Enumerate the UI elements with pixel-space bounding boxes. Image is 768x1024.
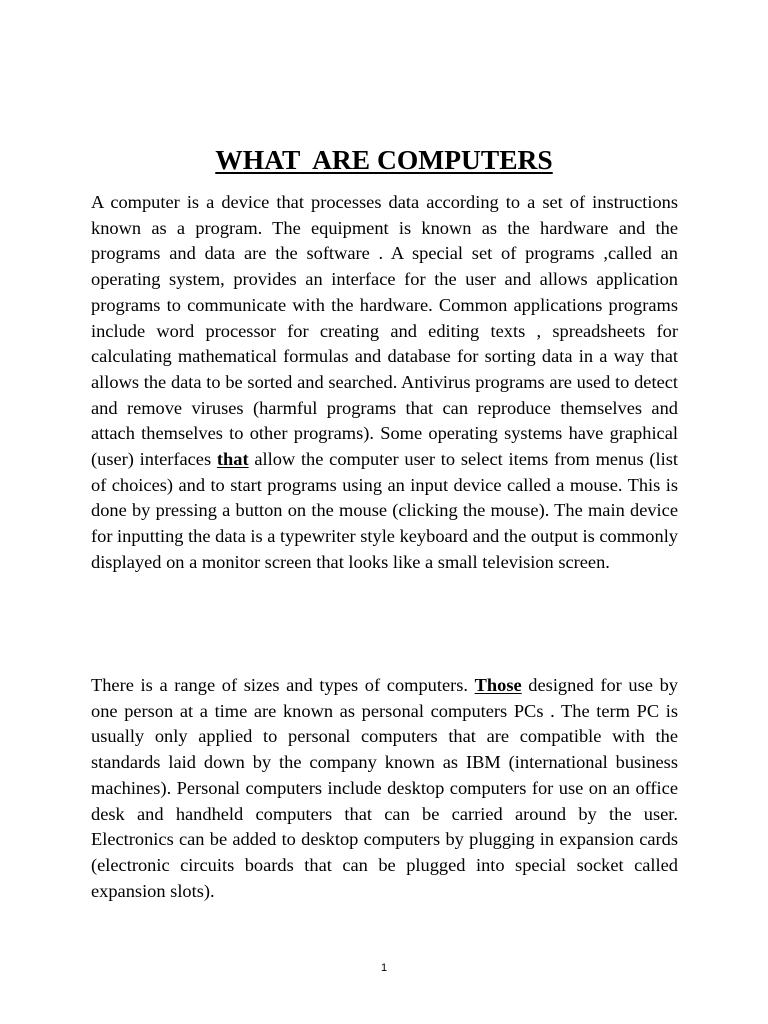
paragraph-2-emphasis: Those [474, 675, 522, 695]
page-title [0, 142, 768, 178]
paragraph-2-text-before: There is a range of sizes and types of computers. [91, 675, 475, 695]
paragraph-1-text-before: A computer is a device that processes data according to a set of instructions known as a program. The equipment is known as the hardware and the programs and data are the software . A special set of programs ,called an operating system, provides an interface for the user and allows application programs to communicate with the hardware. Common applications programs include word processor for creating and editing texts , spreadsheets for calculating mathematical formulas and database for sorting data in a way that allows the data to be sorted and searched. Antivirus programs are used to detect and remove viruses (harmful programs that can reproduce themselves and attach themselves to other programs). Some operating systems have graphical (user) interfaces [91, 192, 678, 470]
paragraph-2 [91, 673, 678, 904]
page-title-text: WHAT ARE COMPUTERS [215, 144, 553, 175]
page-number: 1 [380, 962, 388, 974]
paragraph-1 [91, 190, 678, 576]
paragraph-1-emphasis: that [216, 449, 249, 470]
paragraph-2-text-after: designed for use by one person at a time are known as personal computers PCs . The term PC is usually only applied to personal computers that are compatible with the standards laid down by the company known as IBM (international business machines). Personal computers include desktop computers for use on an office desk and handheld computers that can be carried around by the user. Electronics can be added to desktop computers by plugging in expansion cards (electronic circuits boards that can be plugged into special socket called expansion slots). [91, 675, 678, 901]
paragraph-1-text-after: allow the computer user to select items from menus (list of choices) and to start programs using an input device called a mouse. This is done by pressing a button on the mouse (clicking the mouse). The main device for inputting the data is a typewriter style keyboard and the output is commonly displayed on a monitor screen that looks like a small television screen. [91, 449, 678, 572]
